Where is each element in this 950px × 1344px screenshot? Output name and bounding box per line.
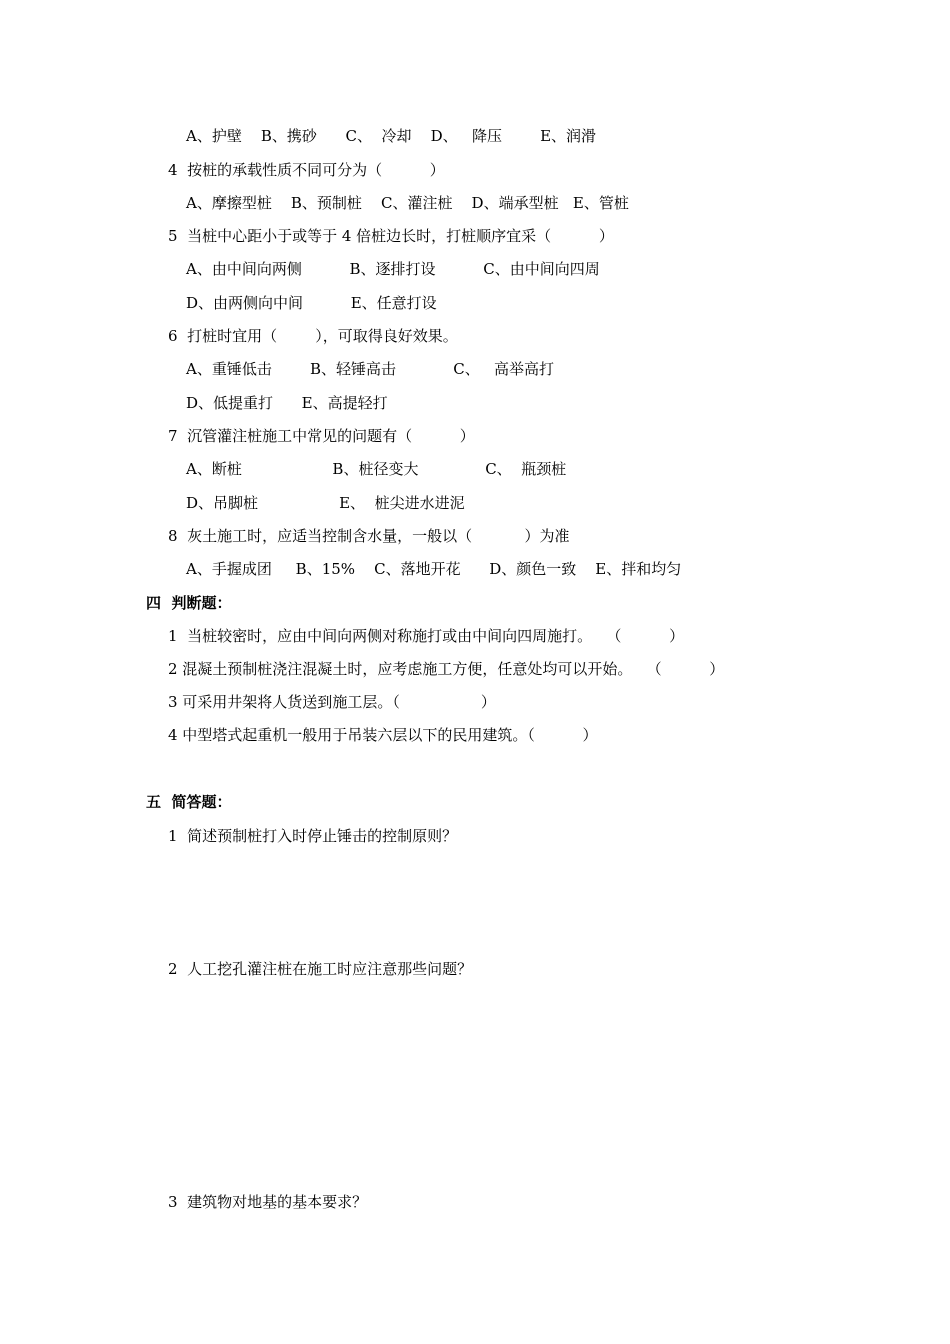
judgement-item-2: 2 混凝土预制桩浇注混凝土时，应考虑施工方便，任意处均可以开始。 （ ） bbox=[168, 660, 725, 678]
section4-heading: 四 判断题： bbox=[146, 594, 232, 612]
q8-stem: 8 灰土施工时，应适当控制含水量，一般以（ ）为准 bbox=[168, 527, 570, 545]
q3-options: A、护壁 B、携砂 C、 冷却 D、 降压 E、润滑 bbox=[186, 127, 597, 145]
q7-options-1: A、断桩 B、桩径变大 C、 瓶颈桩 bbox=[186, 460, 567, 478]
q7-options-2: D、吊脚桩 E、 桩尖进水进泥 bbox=[186, 494, 465, 512]
q6-stem: 6 打桩时宜用（ ），可取得良好效果。 bbox=[168, 327, 458, 345]
q5-stem: 5 当桩中心距小于或等于 4 倍桩边长时，打桩顺序宜采（ ） bbox=[168, 227, 614, 245]
q6-options-1: A、重锤低击 B、轻锤高击 C、 高举高打 bbox=[186, 360, 554, 378]
q4-stem: 4 按桩的承载性质不同可分为（ ） bbox=[168, 161, 445, 179]
short-answer-item-3: 3 建筑物对地基的基本要求？ bbox=[168, 1193, 368, 1211]
judgement-item-3: 3 可采用井架将人货送到施工层。（ ） bbox=[168, 693, 496, 711]
q8-options: A、手握成团 B、15% C、落地开花 D、颜色一致 E、拌和均匀 bbox=[186, 560, 682, 578]
short-answer-item-2: 2 人工挖孔灌注桩在施工时应注意那些问题？ bbox=[168, 960, 473, 978]
section5-heading: 五 简答题： bbox=[146, 793, 232, 811]
q4-options: A、摩擦型桩 B、预制桩 C、灌注桩 D、端承型桩 E、管桩 bbox=[186, 194, 629, 212]
judgement-item-4: 4 中型塔式起重机一般用于吊装六层以下的民用建筑。（ ） bbox=[168, 726, 598, 744]
judgement-item-1: 1 当桩较密时，应由中间向两侧对称施打或由中间向四周施打。 （ ） bbox=[168, 627, 685, 645]
q6-options-2: D、低提重打 E、高提轻打 bbox=[186, 394, 388, 412]
q7-stem: 7 沉管灌注桩施工中常见的问题有（ ） bbox=[168, 427, 475, 445]
short-answer-item-1: 1 简述预制桩打入时停止锤击的控制原则？ bbox=[168, 827, 458, 845]
q5-options-2: D、由两侧向中间 E、任意打设 bbox=[186, 294, 437, 312]
q5-options-1: A、由中间向两侧 B、逐排打设 C、由中间向四周 bbox=[186, 260, 600, 278]
